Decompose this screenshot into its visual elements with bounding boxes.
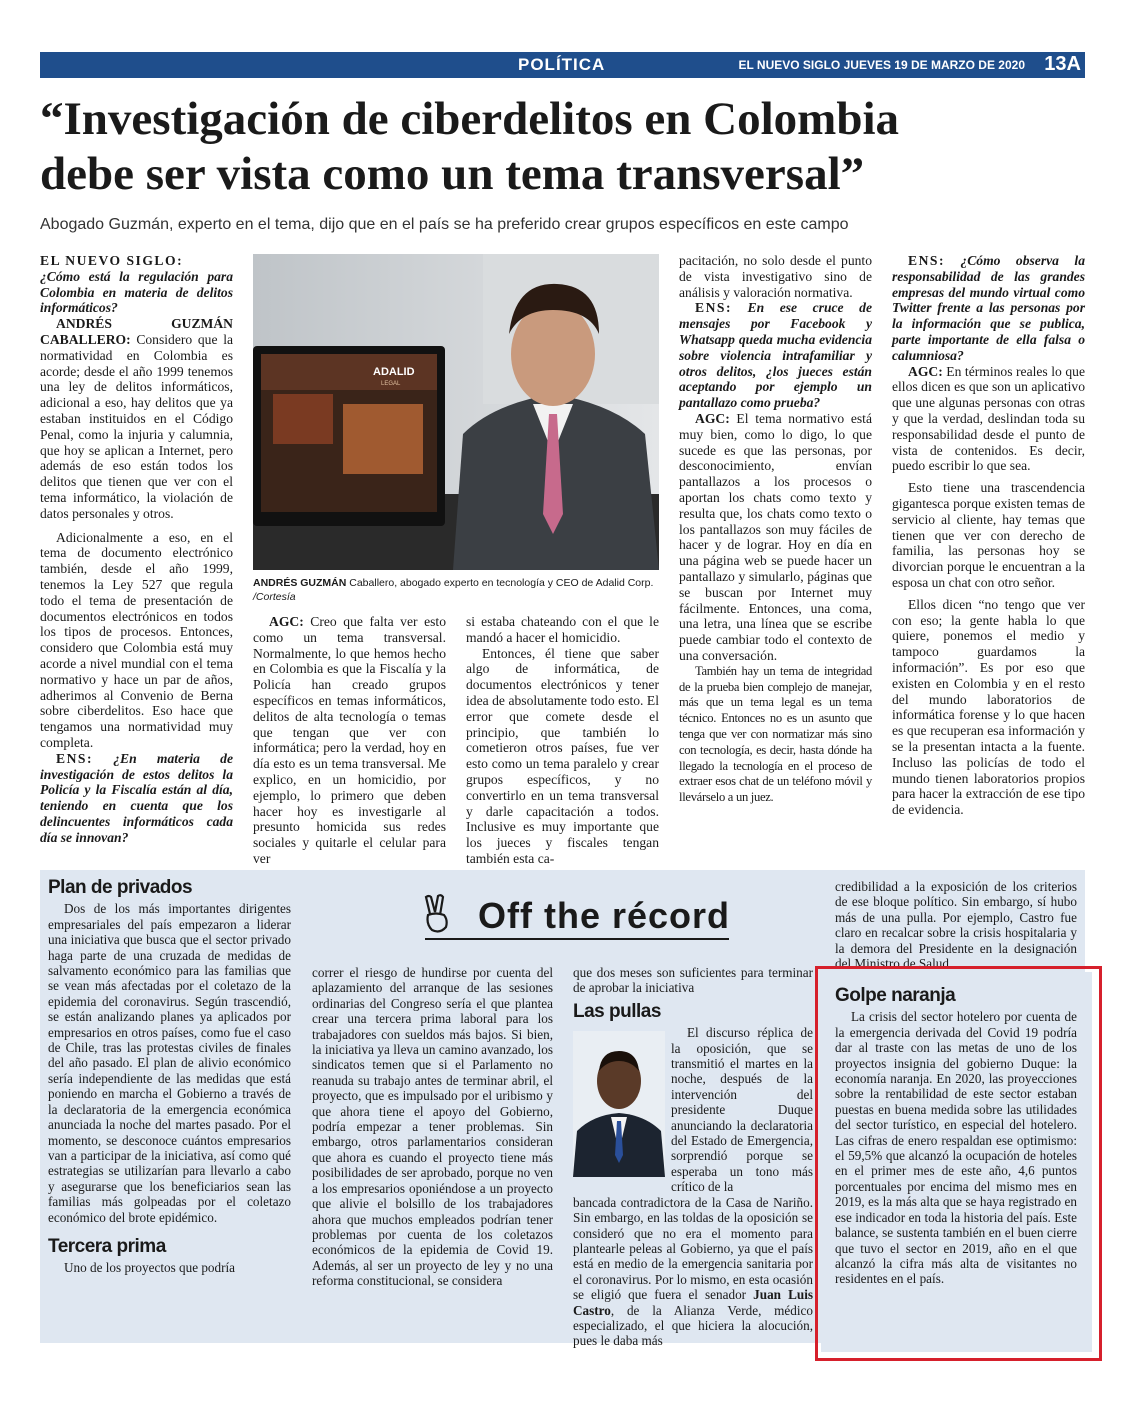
interviewer-label: EL NUEVO SIGLO: — [40, 253, 184, 268]
screen-brand: ADALID — [373, 366, 415, 378]
headline-line-1: “Investigación de ciberdelitos en Colombia — [40, 93, 900, 145]
question-text: En ese cruce de mensajes por Facebook y Whatsapp queda mucha evidencia sobre violencia intrafamiliar y otros delitos, ¿los jueces están aceptando por ejemplo un pantallazo como prueba? — [679, 300, 872, 411]
article-column-2 — [253, 614, 446, 867]
paragraph-2: Adicionalmente a eso, en el tema de documento electrónico también, desde el año 1999, tenemos la Ley 527 que regula todo el tema de presentación de documentos electrónicos en todos los tipos de procesos. Entonces, considero que Colombia está muy acorde a nivel mundial con el tema normativo y hace un par de años, adherimos al Convenio de Berna sobre ciberdelitos. Eso hace que tengamos una normatividad muy completa. — [40, 529, 233, 750]
senator-photo — [573, 1031, 665, 1177]
question-2-label: ENS: — [56, 750, 93, 766]
question-1: ¿Cómo está la regulación para Colombia en materia de delitos informáticos? — [40, 268, 233, 316]
section-text: que dos meses son suficientes para terminar de aprobar la iniciativa — [573, 965, 813, 996]
section-text: bancada contradictora de la Casa de Nariño. Sin embargo, en las toldas de la oposición se consideró que no era el momento para plantearle peleas al Gobierno, ya que el país está en medio de la emergencia sanitaria por el coronavirus. Por lo mismo, en esta ocasión se eligió que fuera el senador — [573, 1194, 813, 1303]
section-heading: Golpe naranja — [835, 985, 956, 1006]
section-text: credibilidad a la exposición de los criterios de ese bloque político. Sin embargo, sí hubo más de una pulla. Por ejemplo, Castro fue claro en recalcar sobre la crisis hospitalaria y la demora del Presidente en la designación del Ministro de Salud. — [835, 879, 1077, 972]
headline — [40, 92, 1090, 202]
question-2: ¿En materia de investigación de estos delitos la Policía y la Fiscalía están al día, teniendo en cuenta que los delincuentes informáticos cada día se innovan? — [40, 750, 233, 845]
question-text: ¿Cómo observa la responsabilidad de las grandes empresas del mundo virtual como Twitter frente a las personas por la información que se publica, parte importante de ella falsa o calumniosa? — [892, 253, 1085, 363]
article-column-3 — [466, 614, 659, 867]
answer-1: Considero que la normatividad en Colombia es acorde; desde el año 1999 tenemos una ley de delitos informáticos, adicional a eso, hay delitos que ya estaban instituidos en el Código Penal, como la injuria y calumnia, que hoy se aplican a Internet, pero además de eso están todos los delitos que tienen que ver con el tema informático, la violación de datos personales y otros. — [40, 331, 233, 521]
title-rule — [425, 938, 729, 940]
question-label: ENS: — [908, 253, 945, 268]
page-number: 13A — [1044, 53, 1081, 75]
photo-caption — [253, 576, 659, 604]
answer-text: El tema normativo está muy bien, como lo digo, lo que sucede es que las personas, por desconocimiento, envían pantallazos a los procesos o aportan los chats como texto y resulta que, los chats como texto o los pantallazos son muy fáciles de hacer y de lograr. Hoy en día en una página web se puede hacer un pantallazo y simularlo, páginas que se buscan por Internet muy fácilmente. Entonces, una coma, una letra, una línea que se escribe puede cambiar todo el contexto de una conversación. — [679, 410, 872, 663]
answer-label: AGC: — [908, 363, 943, 379]
question-label: ENS: — [695, 300, 732, 316]
headline-line-2: debe ser vista como un tema transversal” — [40, 148, 865, 200]
article-column-5 — [892, 253, 1085, 818]
paragraph-continued: pacitación, no solo desde el punto de vista investigativo sino de análisis y valoración normativa. — [679, 253, 872, 300]
senator-name: Juan Luis Castro — [573, 1287, 813, 1318]
interviewee-label: ANDRÉS GUZMÁN CABALLERO: — [40, 316, 233, 347]
section-text: Uno de los proyectos que podría — [64, 1260, 236, 1276]
paragraph-text: Entonces, él tiene que saber algo de informática, de documentos electrónicos y tener idea de absolutamente todo esto. El error que comete desde el principio, que también lo cometieron otros países, fue ver esto como un tema paralelo y crear grupos específicos, y no convertirlo en un tema transversal y darle capacitación a todos. Inclusive es muy importante que los jueces y fiscales tengan también esta ca- — [466, 645, 659, 866]
section-header-bar — [40, 52, 1085, 78]
paragraph-text: Esto tiene una trascendencia gigantesca porque existen temas de servicio al cliente, hay temas que tienen que ver con derecho de familia, las personas hoy se divorcian porque le encuentran a la esposa un chat con otro señor. — [892, 480, 1085, 590]
victory-hand-icon — [420, 894, 454, 934]
masthead-date: EL NUEVO SIGLO JUEVES 19 DE MARZO DE 2020 — [738, 58, 1025, 72]
paragraph-text: Ellos dicen “no tengo que ver con eso; la gente habla lo que quiere, ponemos el medio y tampoco guardamos la información”. Es por eso que existen en Colombia y en el resto del mundo laboratorios de informática forense y lo que hacen es que recuperan esa información y se la presentan intacta a la fuente. Incluso las policías de todo el mundo tienen laboratorios propios para hacer la extracción de ese tipo de evidencia. — [892, 596, 1085, 818]
caption-credit: /Cortesía — [253, 591, 296, 603]
interviewee-photo — [253, 254, 659, 570]
caption-text: Caballero, abogado experto en tecnología y CEO de Adalid Corp. — [346, 577, 654, 589]
tercera-prima-continued — [312, 965, 553, 1289]
section-text: Dos de los más importantes dirigentes empresariales del país empezaron a liderar una iniciativa que busca que el sector privado haga parte de una cruzada de medidas de salvamento económico para las familias que se vean más afectadas por el coletazo de la epidemia del coronavirus. Según trascendió, se están analizando planes ya aplicados por empresarios en otros países, como fue el caso de Chile, tras las protestas civiles de finales del año pasado. El plan de alivio económico sería independiente de las medidas que está poniendo en marcha el Gobierno a través de la declaratoria de la emergencia económica anunciada la noche del martes pasado. Por el momento, se desconoce cuántos empresarios van a participar de la iniciativa, así como qué estrategias se utilizarían para llevarlo a cabo y asegurarse que los beneficiarios sean las familias más golpeadas por el coletazo económico del brote epidémico. — [48, 901, 291, 1225]
section-heading: Las pullas — [573, 1000, 661, 1022]
answer-label: AGC: — [269, 614, 304, 629]
article-column-1 — [40, 253, 233, 845]
paragraph-continued: si estaba chateando con el que le mandó a hacer el homicidio. — [466, 614, 659, 645]
answer-label: AGC: — [695, 410, 730, 426]
section-heading: Plan de privados — [48, 877, 193, 898]
section-text: El discurso réplica de la oposición, que se transmitió el martes en la noche, después de la intervención del presidente Duque anunciando la declaratoria del Estado de Emergencia, sorprendió porque se esperaba un tono más crítico de la — [671, 1025, 813, 1195]
section-heading: Tercera prima — [48, 1235, 166, 1257]
subheadline: Abogado Guzmán, experto en el tema, dijo que en el país se ha preferido crear grupos específicos en este campo — [40, 216, 849, 233]
section-text: La crisis del sector hotelero por cuenta de la emergencia derivada del Covid 19 podría dar al traste con las metas de uno de los proyectos insignia del gobierno Duque: la economía naranja. En 2020, las proyecciones sobre la rentabilidad de este sector estaban puestas en buena medida sobre las utilidades del sector turístico, en especial del hotelero. Las cifras de enero respaldan ese optimismo: el 59,5% que alcanzó la ocupación de hoteles en el primer mes de este año, 4,6 puntos porcentuales por encima del mismo mes en 2019, es la más alta que se haya registrado en ese indicador en toda la historia del país. Este balance, se sustenta también en el buen cierre que tuvo el sector en 2019, año en el que alcanzó la cifra más alta de visitantes no residentes en el país. — [835, 1009, 1077, 1287]
article-column-4 — [679, 253, 872, 806]
screen-brand-sub: LEGAL — [381, 381, 401, 387]
section-label: POLÍTICA — [518, 55, 606, 74]
answer-text: Creo que falta ver esto como un tema transversal. Normalmente, lo que hemos hecho en Colombia es que la Fiscalía y la Policía han creado grupos específicos en temas informáticos, delitos de alta tecnología o temas que tengan que ver con informática; pero la verdad, hoy en día esto es un tema transversal. Me explico, en un homicidio, por ejemplo, lo primero que deben hacer hoy es investigarle al presunto homicida sus redes sociales y quitarle el celular para ver — [253, 614, 446, 866]
paragraph-text: También hay un tema de integridad de la prueba bien complejo de manejar, más que un tema legal es un tema técnico. Entonces no es un asunto que tenga que ver con normatizar más sino con tecnología, es decir, hasta dónde ha llegado la tecnología en el proceso de extraer esos chat de un teléfono móvil y llevárselo a un juez. — [679, 663, 872, 805]
answer-text: En términos reales lo que ellos dicen es que son un aplicativo que une algunas personas con otras y que la verdad, deslindan toda su responsabilidad desde el punto de vista de contenidos. Es decir, puedo escribir lo que sea. — [892, 363, 1085, 474]
off-the-record-title: Off the récord — [478, 895, 731, 936]
section-text: , de la Alianza Verde, médico especializado, el que hiciera la alocución, pues le daba más — [573, 1302, 813, 1349]
highlight-frame — [815, 966, 1102, 1361]
las-pullas-continued — [835, 879, 1077, 971]
caption-name: ANDRÉS GUZMÁN — [253, 577, 347, 589]
section-text: correr el riesgo de hundirse por cuenta del aplazamiento del arranque de las sesiones ordinarias del Congreso sería el que plantea crear una tercera prima laboral para los trabajadores con sueldos más bajos. Si bien, la iniciativa ya lleva un camino avanzado, los sindicatos temen que si el Parlamento no reanuda su trabajo antes de terminar abril, el proyecto, que es impulsado por el uribismo y que ahora tiene el apoyo del Gobierno, podría empezar a tener problemas. Sin embargo, otros parlamentarios consideran que ahora es cuando el proyecto tiene más posibilidades de ser aprobado, porque no ven a los empresarios oponiéndose a un proyecto que alivie el bolsillo de los trabajadores ahora que muchos empleados podrían tener problemas por cuenta de los coletazos económicos de la epidemia de Covid 19. Además, al ser un proyecto de ley y no una reforma constitucional, se considera — [312, 965, 553, 1289]
plan-de-privados — [48, 877, 291, 1276]
